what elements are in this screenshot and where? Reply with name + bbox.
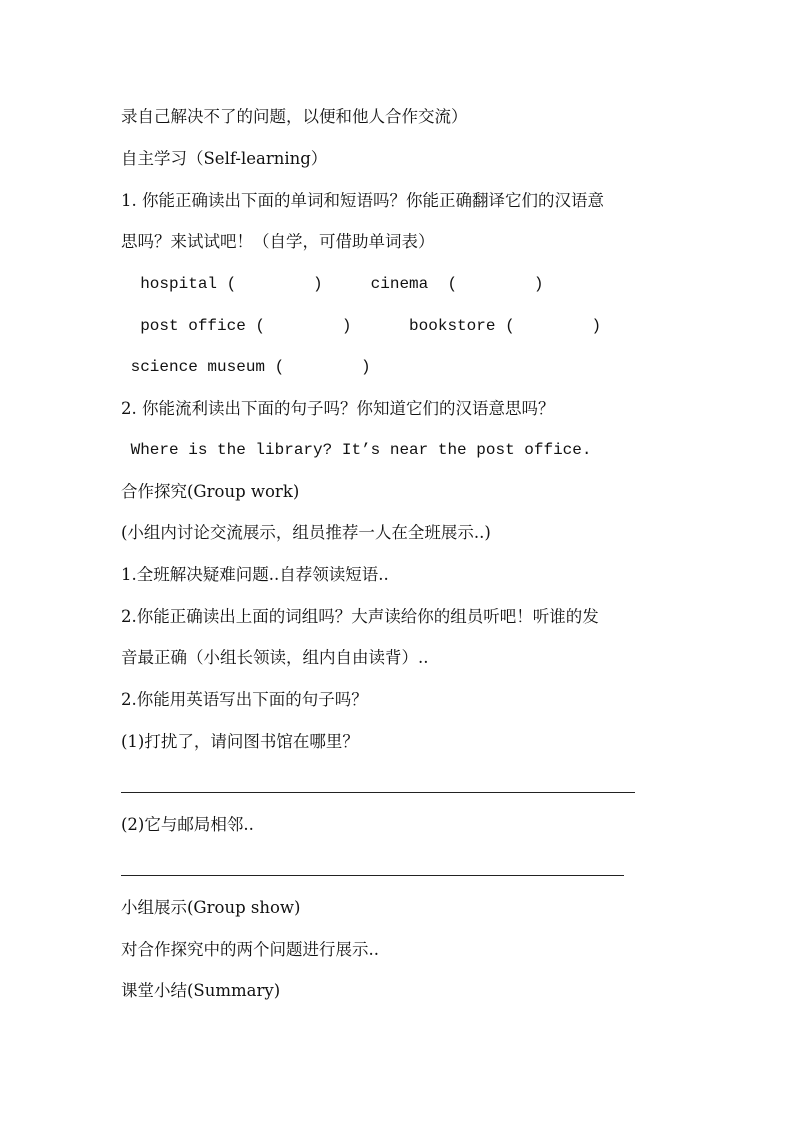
section-heading-self-learning: 自主学习（Self-learning） <box>121 149 328 168</box>
text-line: 录自己解决不了的问题，以便和他人合作交流） <box>121 107 468 126</box>
question-1-line-1: 1. 你能正确读出下面的单词和短语吗？你能正确翻译它们的汉语意 <box>121 191 604 210</box>
group-task-1: 1.全班解决疑难问题..自荐领读短语.. <box>121 565 389 584</box>
question-1-line-2: 思吗？来试试吧！（自学，可借助单词表） <box>121 232 435 251</box>
question-2: 2. 你能流利读出下面的句子吗？你知道它们的汉语意思吗？ <box>121 399 555 418</box>
answer-line-1[interactable] <box>121 792 635 793</box>
translation-prompt-1: (1)打扰了，请问图书馆在哪里？ <box>121 732 359 751</box>
example-sentence: Where is the library? It’s near the post office. <box>121 441 592 459</box>
section-heading-summary: 课堂小结(Summary) <box>121 981 281 1000</box>
section-heading-group-show: 小组展示(Group show) <box>121 898 301 917</box>
group-task-3: 2.你能用英语写出下面的句子吗？ <box>121 690 368 709</box>
group-show-text: 对合作探究中的两个问题进行展示.. <box>121 940 379 959</box>
vocab-row-2: post office ( ) bookstore ( ) <box>121 317 602 335</box>
group-task-2-line-2: 音最正确（小组长领读，组内自由读背）.. <box>121 648 429 667</box>
group-task-2-line-1: 2.你能正确读出上面的词组吗？大声读给你的组员听吧！听谁的发 <box>121 607 599 626</box>
answer-line-2[interactable] <box>121 875 624 876</box>
vocab-row-3: science museum ( ) <box>121 358 371 376</box>
group-work-note: (小组内讨论交流展示，组员推荐一人在全班展示..) <box>121 523 491 542</box>
translation-prompt-2: (2)它与邮局相邻.. <box>121 815 254 834</box>
section-heading-group-work: 合作探究(Group work) <box>121 482 300 501</box>
vocab-row-1: hospital ( ) cinema ( ) <box>121 275 544 293</box>
